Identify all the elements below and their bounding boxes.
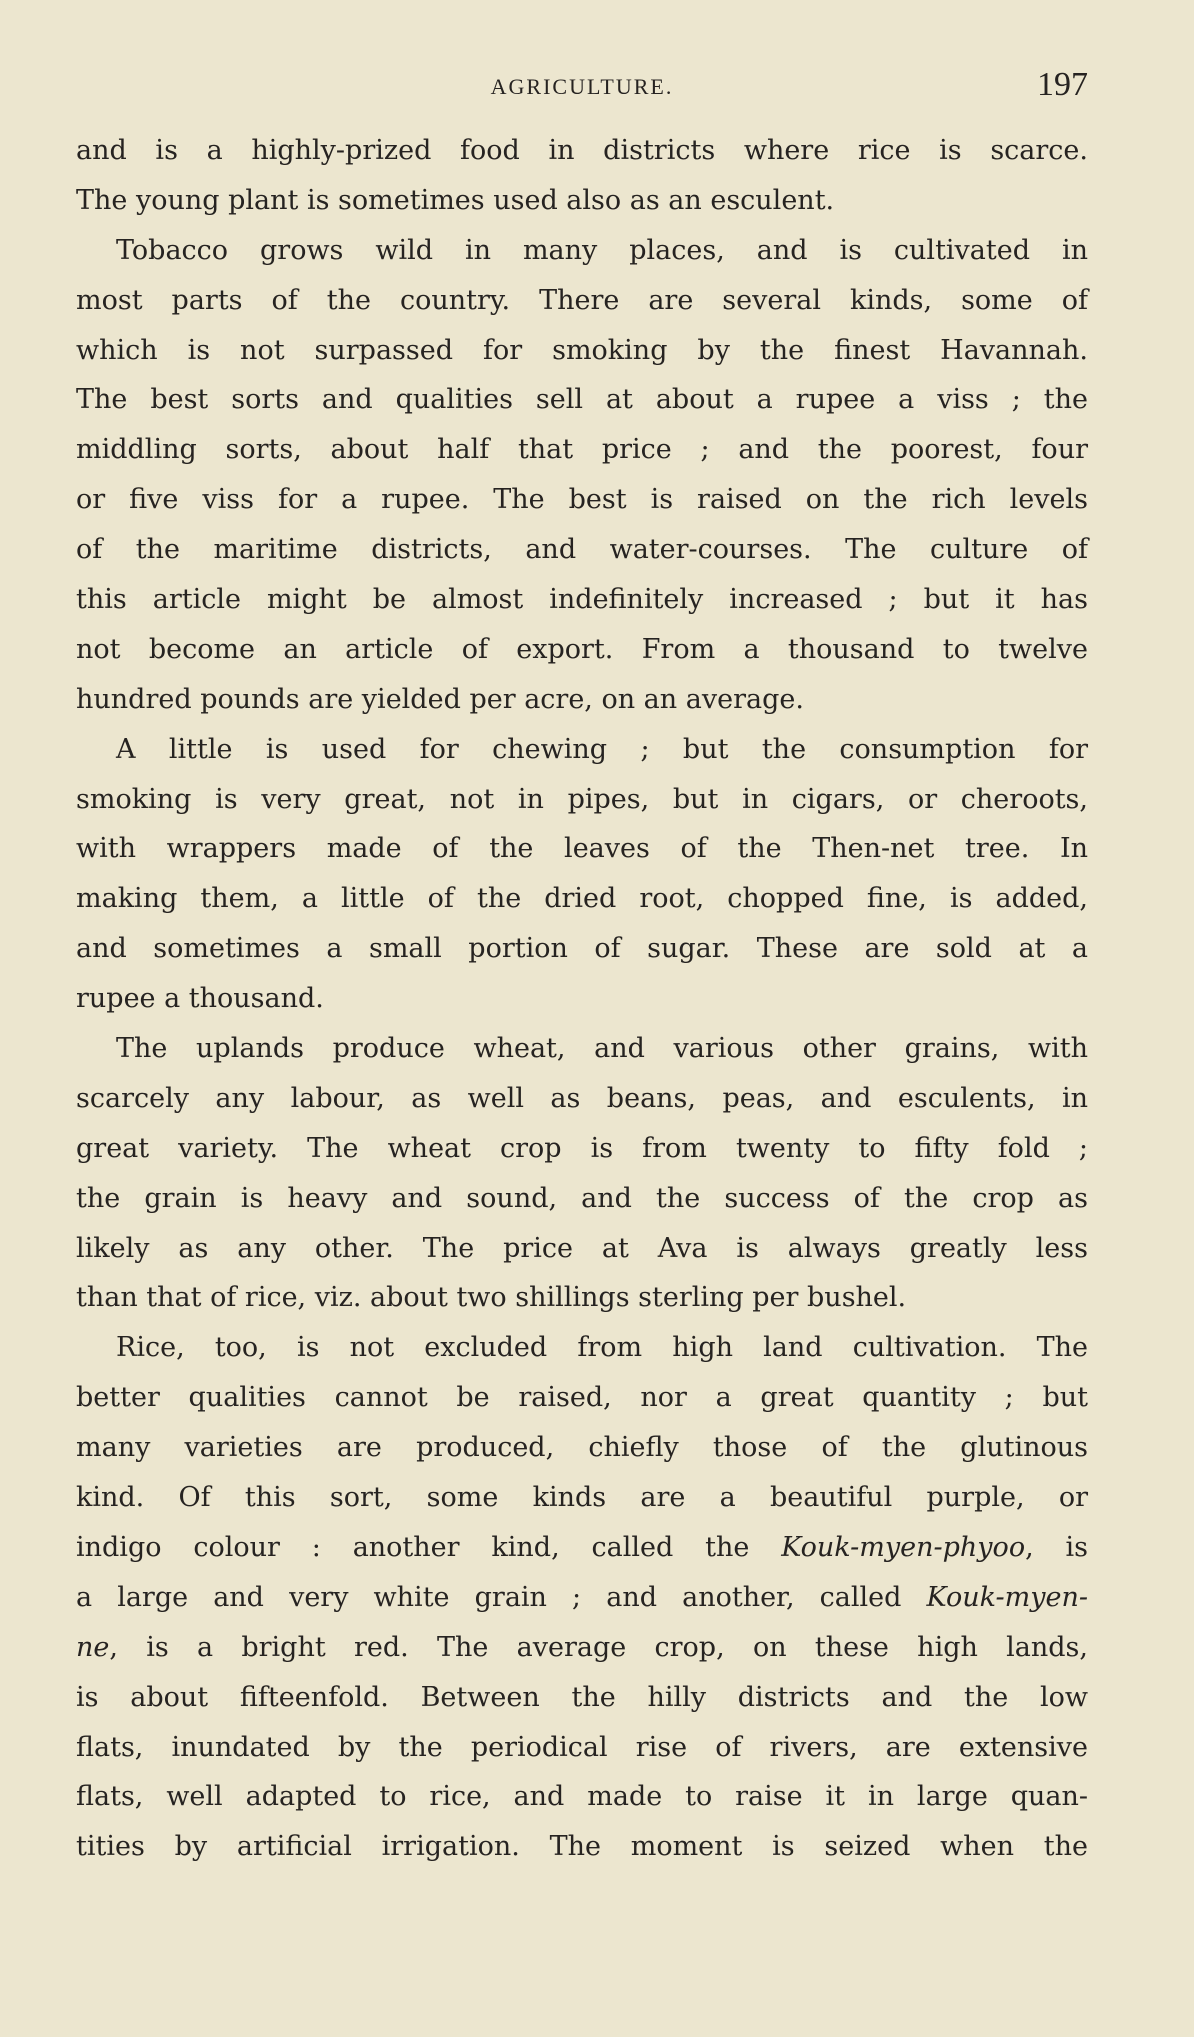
text-line [76,276,1088,326]
running-head [76,66,1088,116]
text-line [76,775,1088,825]
text-line [76,525,1088,575]
text-line [76,1822,1088,1872]
text-line [76,575,1088,625]
italic-term: ne [76,1631,110,1663]
line-text: a large and very white grain ; and another, called [76,1581,927,1613]
line-text-after: , is a bright red. The average crop, on these high lands, [109,1631,1088,1663]
text-line [76,1623,1088,1673]
text-line [76,725,1088,775]
line-text: The uplands produce wheat, and various other grains, with [116,1033,1088,1065]
text-line [76,974,1088,1024]
line-text: which is not surpassed for smoking by the finest Havannah. [76,334,1088,366]
line-text: most parts of the country. There are several kinds, some of [76,284,1088,316]
line-text: making them, a little of the dried root, chopped fine, is added, [76,883,1088,915]
text-line [76,1174,1088,1224]
line-text: with wrappers made of the leaves of the Then-net tree. In [76,833,1088,865]
line-text: kind. Of this sort, some kinds are a beautiful purple, or [76,1482,1088,1514]
line-text: middling sorts, about half that price ; and the poorest, four [76,434,1088,466]
text-line [76,226,1088,276]
italic-term: Kouk-myen-phyoo [781,1531,1026,1563]
line-text: not become an article of export. From a thousand to twelve [76,633,1088,665]
line-text: smoking is very great, not in pipes, but in cigars, or cheroots, [76,783,1088,815]
text-line [76,326,1088,376]
text-line [76,1473,1088,1523]
text-line [76,375,1088,425]
text-line [76,1723,1088,1773]
text-line [76,1523,1088,1573]
line-text: or five viss for a rupee. The best is raised on the rich levels [76,484,1088,516]
line-text: great variety. The wheat crop is from twenty to fifty fold ; [76,1132,1088,1164]
text-line [76,1573,1088,1623]
line-text: and is a highly-prized food in districts where rice is scarce. [76,135,1088,166]
text-line [76,1024,1088,1074]
line-text: better qualities cannot be raised, nor a great quantity ; but [76,1382,1088,1414]
text-line [76,1074,1088,1124]
line-text: flats, well adapted to rice, and made to raise it in large quan- [76,1781,1088,1813]
text-line [76,824,1088,874]
text-line [76,874,1088,924]
italic-term: Kouk-myen- [926,1581,1088,1613]
text-line [76,1323,1088,1373]
line-text: Rice, too, is not excluded from high land cultivation. The [116,1332,1088,1364]
text-line [76,126,1088,176]
text-line [76,924,1088,974]
text-line [76,1673,1088,1723]
line-text: tities by artificial irrigation. The moment is seized when the [76,1831,1088,1863]
text-line [76,1373,1088,1423]
header-title: AGRICULTURE. [490,74,674,99]
line-text: Tobacco grows wild in many places, and is cultivated in [116,234,1088,266]
line-text: The best sorts and qualities sell at about a rupee a viss ; the [76,384,1088,416]
line-text: and sometimes a small portion of sugar. These are sold at a [76,933,1088,965]
line-text: the grain is heavy and sound, and the success of the crop as [76,1182,1088,1214]
line-text: rupee a thousand. [76,983,324,1015]
page-number: 197 [1037,66,1088,103]
line-text: scarcely any labour, as well as beans, peas, and esculents, in [76,1082,1088,1114]
line-text: of the maritime districts, and water-courses. The culture of [76,534,1088,566]
text-line [76,1273,1088,1323]
line-text: flats, inundated by the periodical rise of rivers, are extensive [76,1731,1088,1763]
line-text: than that of rice, viz. about two shillings sterling per bushel. [76,1282,907,1314]
text-line [76,425,1088,475]
line-text: many varieties are produced, chiefly those of the glutinous [76,1432,1088,1464]
line-text: indigo colour : another kind, called the [76,1531,782,1563]
text-line [76,176,1088,226]
text-line [76,1124,1088,1174]
line-text-after: , is [1025,1531,1089,1563]
text-line [76,675,1088,725]
text-line [76,475,1088,525]
line-text: is about fifteenfold. Between the hilly districts and the low [76,1681,1088,1713]
line-text: A little is used for chewing ; but the consumption for [116,733,1088,765]
body-text [76,126,1088,1872]
line-text: this article might be almost indefinitely increased ; but it has [76,584,1088,616]
text-line [76,1772,1088,1822]
text-line [76,1423,1088,1473]
line-text: The young plant is sometimes used also as an esculent. [76,184,835,216]
line-text: hundred pounds are yielded per acre, on an average. [76,683,804,715]
text-line [76,1224,1088,1274]
line-text: likely as any other. The price at Ava is always greatly less [76,1232,1088,1264]
text-line [76,625,1088,675]
